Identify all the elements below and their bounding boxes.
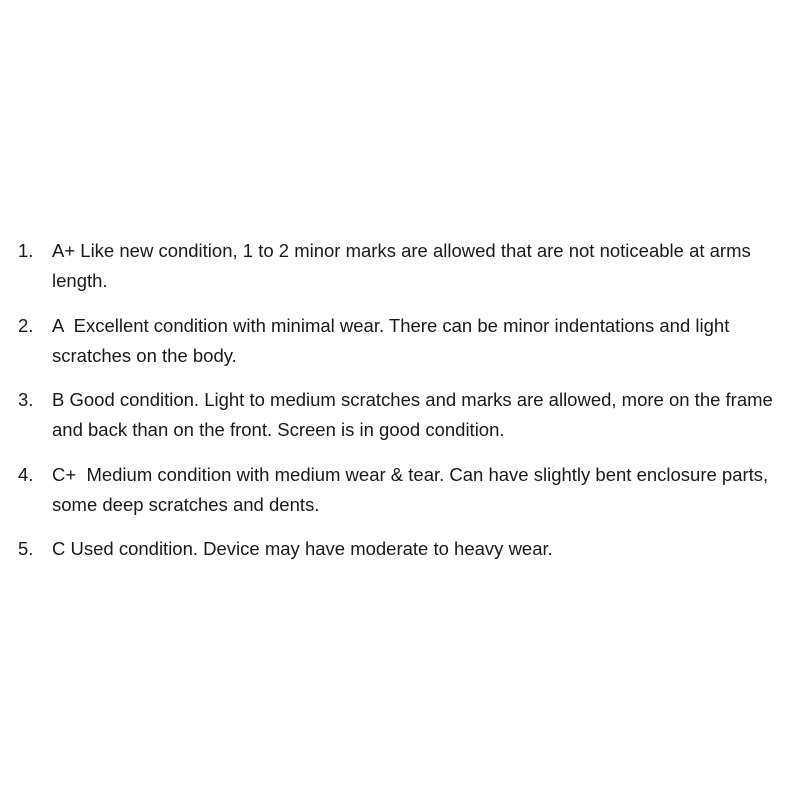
list-item-number: 5.	[18, 538, 34, 559]
list-item-text: A+ Like new condition, 1 to 2 minor marks are allowed that are not noticeable at arms length.	[52, 240, 756, 291]
list-item-text: C Used condition. Device may have moderate to heavy wear.	[52, 538, 553, 559]
list-item	[18, 311, 788, 371]
list-item-number: 3.	[18, 389, 34, 410]
list-item	[18, 534, 788, 564]
list-item	[18, 385, 788, 445]
list-item-number: 4.	[18, 463, 34, 485]
list-item	[18, 460, 788, 520]
list-item-number: 1.	[18, 240, 34, 261]
list-item-text: B Good condition. Light to medium scratches and marks are allowed, more on the frame and back than on the front. Screen is in good condition.	[52, 389, 778, 440]
list-item-number: 2.	[18, 314, 34, 336]
list-item-text: C+ Medium condition with medium wear & tear. Can have slightly bent enclosure parts, some deep scratches and dents.	[52, 463, 774, 515]
list-item	[18, 236, 788, 296]
list-item-text: A Excellent condition with minimal wear. There can be minor indentations and light scratches on the body.	[52, 314, 735, 366]
condition-grade-list	[18, 236, 788, 579]
